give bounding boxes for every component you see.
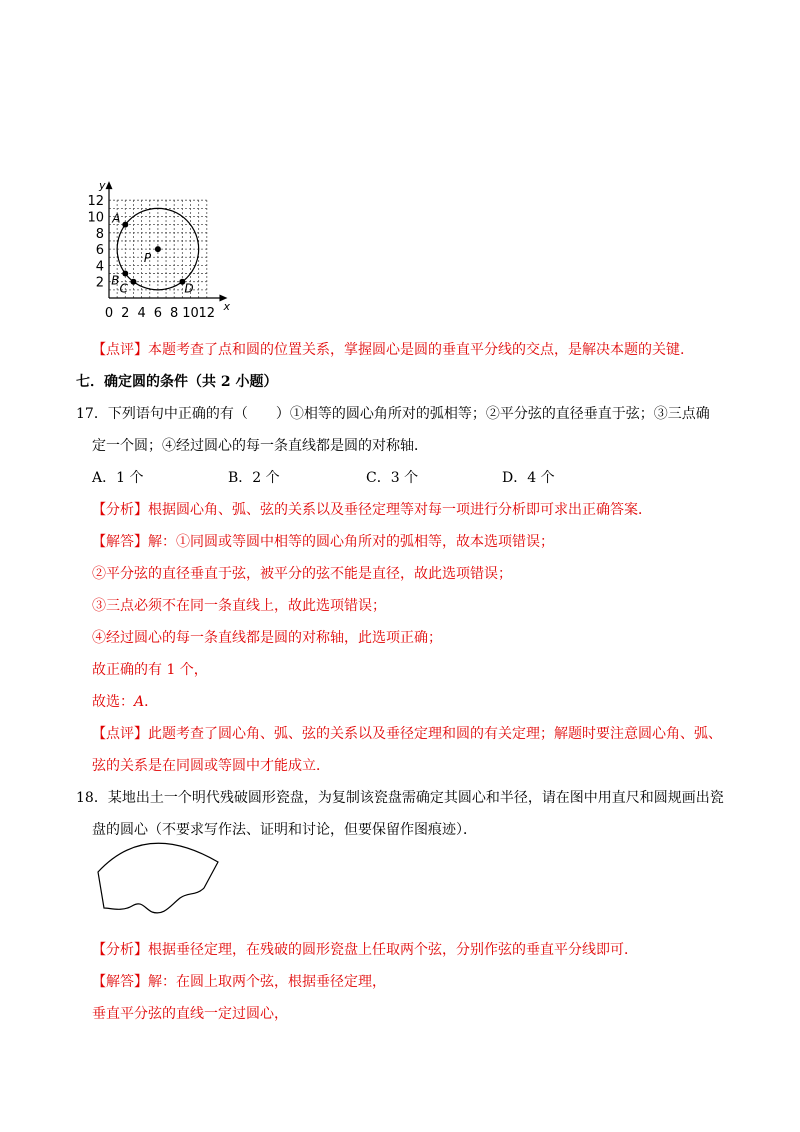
review-text: 此题考查了圆心角、弧、弦的关系以及垂径定理和圆的有关定理；解题时要注意圆心角、弧、 <box>148 726 722 742</box>
y-tick-label: 2 <box>95 275 104 291</box>
q17-option-d: D．4 个 <box>502 470 555 486</box>
review-16 <box>92 340 684 360</box>
x-tick-label: 4 <box>137 306 146 321</box>
point-label: P <box>143 251 152 266</box>
q17-review-line1 <box>92 724 722 744</box>
review-text: 本题考查了点和圆的位置关系，掌握圆心是圆的垂直平分线的交点，是解决本题的关键. <box>148 342 685 358</box>
x-tick-label: 0 <box>104 306 114 321</box>
x-tick-label: 12 <box>198 306 216 321</box>
y-axis-label: y <box>99 179 106 193</box>
analysis-tag: 【分析】 <box>92 502 148 518</box>
point-label: A <box>112 211 121 226</box>
graph-tick-labels <box>87 194 215 321</box>
solution-text: 解：在圆上取两个弦，根据垂径定理， <box>148 974 386 990</box>
review-tag: 【点评】 <box>92 726 148 742</box>
section-title: 七．确定圆的条件（共 2 小题） <box>76 374 278 390</box>
y-tick-label: 4 <box>95 259 104 275</box>
point-marker <box>122 222 128 228</box>
plate-fragment-outline <box>98 843 218 913</box>
choice-prefix: 故选： <box>92 694 134 710</box>
q17-solution-line5: 故正确的有 1 个， <box>92 662 208 678</box>
x-tick-label: 10 <box>182 306 199 321</box>
plate-fragment-figure <box>92 832 232 922</box>
y-tick-label: 10 <box>87 210 104 226</box>
q17-choice <box>92 692 158 712</box>
point-label: D <box>184 281 194 296</box>
choice-letter: A <box>134 694 145 710</box>
q17-solution-line4: ④经过圆心的每一条直线都是圆的对称轴，此选项正确； <box>92 630 442 646</box>
q18-solution-line2: 垂直平分弦的直线一定过圆心， <box>92 1006 288 1022</box>
q17-analysis <box>92 500 652 520</box>
q18-analysis <box>92 940 638 960</box>
q17-option-c: C．3 个 <box>366 470 419 486</box>
x-tick-label: 2 <box>121 306 130 321</box>
point-label: B <box>111 273 120 288</box>
y-axis-arrow <box>106 181 113 189</box>
x-tick-label: 6 <box>153 306 163 321</box>
q17-option-b: B．2 个 <box>228 470 280 486</box>
q17-stem-line2: 定一个圆；④经过圆心的每一条直线都是圆的对称轴． <box>92 438 428 454</box>
q17-solution-line2: ②平分弦的直径垂直于弦，被平分的弦不能是直径，故此选项错误； <box>92 566 512 582</box>
point-marker <box>122 271 128 277</box>
point-label: C <box>119 281 128 296</box>
analysis-text: 根据垂径定理，在残破的圆形瓷盘上任取两个弦，分别作弦的垂直平分线即可． <box>148 942 638 958</box>
q18-stem-line2: 盘的圆心（不要求写作法、证明和讨论，但要保留作图痕迹）． <box>92 822 477 838</box>
x-tick-label: 8 <box>170 306 179 321</box>
analysis-text: 根据圆心角、弧、弦的关系以及垂径定理等对每一项进行分析即可求出正确答案． <box>148 502 652 518</box>
solution-text: 解：①同圆或等圆中相等的圆心角所对的弧相等，故本选项错误； <box>148 534 554 550</box>
choice-suffix: ． <box>144 694 159 710</box>
y-tick-label: 12 <box>87 194 104 210</box>
y-tick-label: 8 <box>95 226 104 242</box>
q17-review-line2: 弦的关系是在同圆或等圆中才能成立． <box>92 758 330 774</box>
y-tick-label: 6 <box>95 243 104 259</box>
solution-tag: 【解答】 <box>92 974 148 990</box>
point-marker <box>155 246 161 252</box>
q17-solution-line1 <box>92 532 554 552</box>
q17-option-a: A．1 个 <box>92 470 144 486</box>
q18-stem-line1: 18．某地出土一个明代残破圆形瓷盘，为复制该瓷盘需确定其圆心和半径，请在图中用直尺和圆规画出瓷 <box>76 790 724 806</box>
q18-solution-line1 <box>92 972 386 992</box>
x-axis-label: x <box>223 300 230 313</box>
q17-solution-line3: ③三点必须不在同一条直线上，故此选项错误； <box>92 598 386 614</box>
review-tag: 【点评】 <box>92 342 148 358</box>
q17-stem-line1: 17．下列语句中正确的有（ ）①相等的圆心角所对的弧相等；②平分弦的直径垂直于弦；③三点确 <box>76 406 710 422</box>
point-marker <box>130 279 136 285</box>
analysis-tag: 【分析】 <box>92 942 148 958</box>
solution-tag: 【解答】 <box>92 534 148 550</box>
coordinate-graph <box>80 85 340 325</box>
